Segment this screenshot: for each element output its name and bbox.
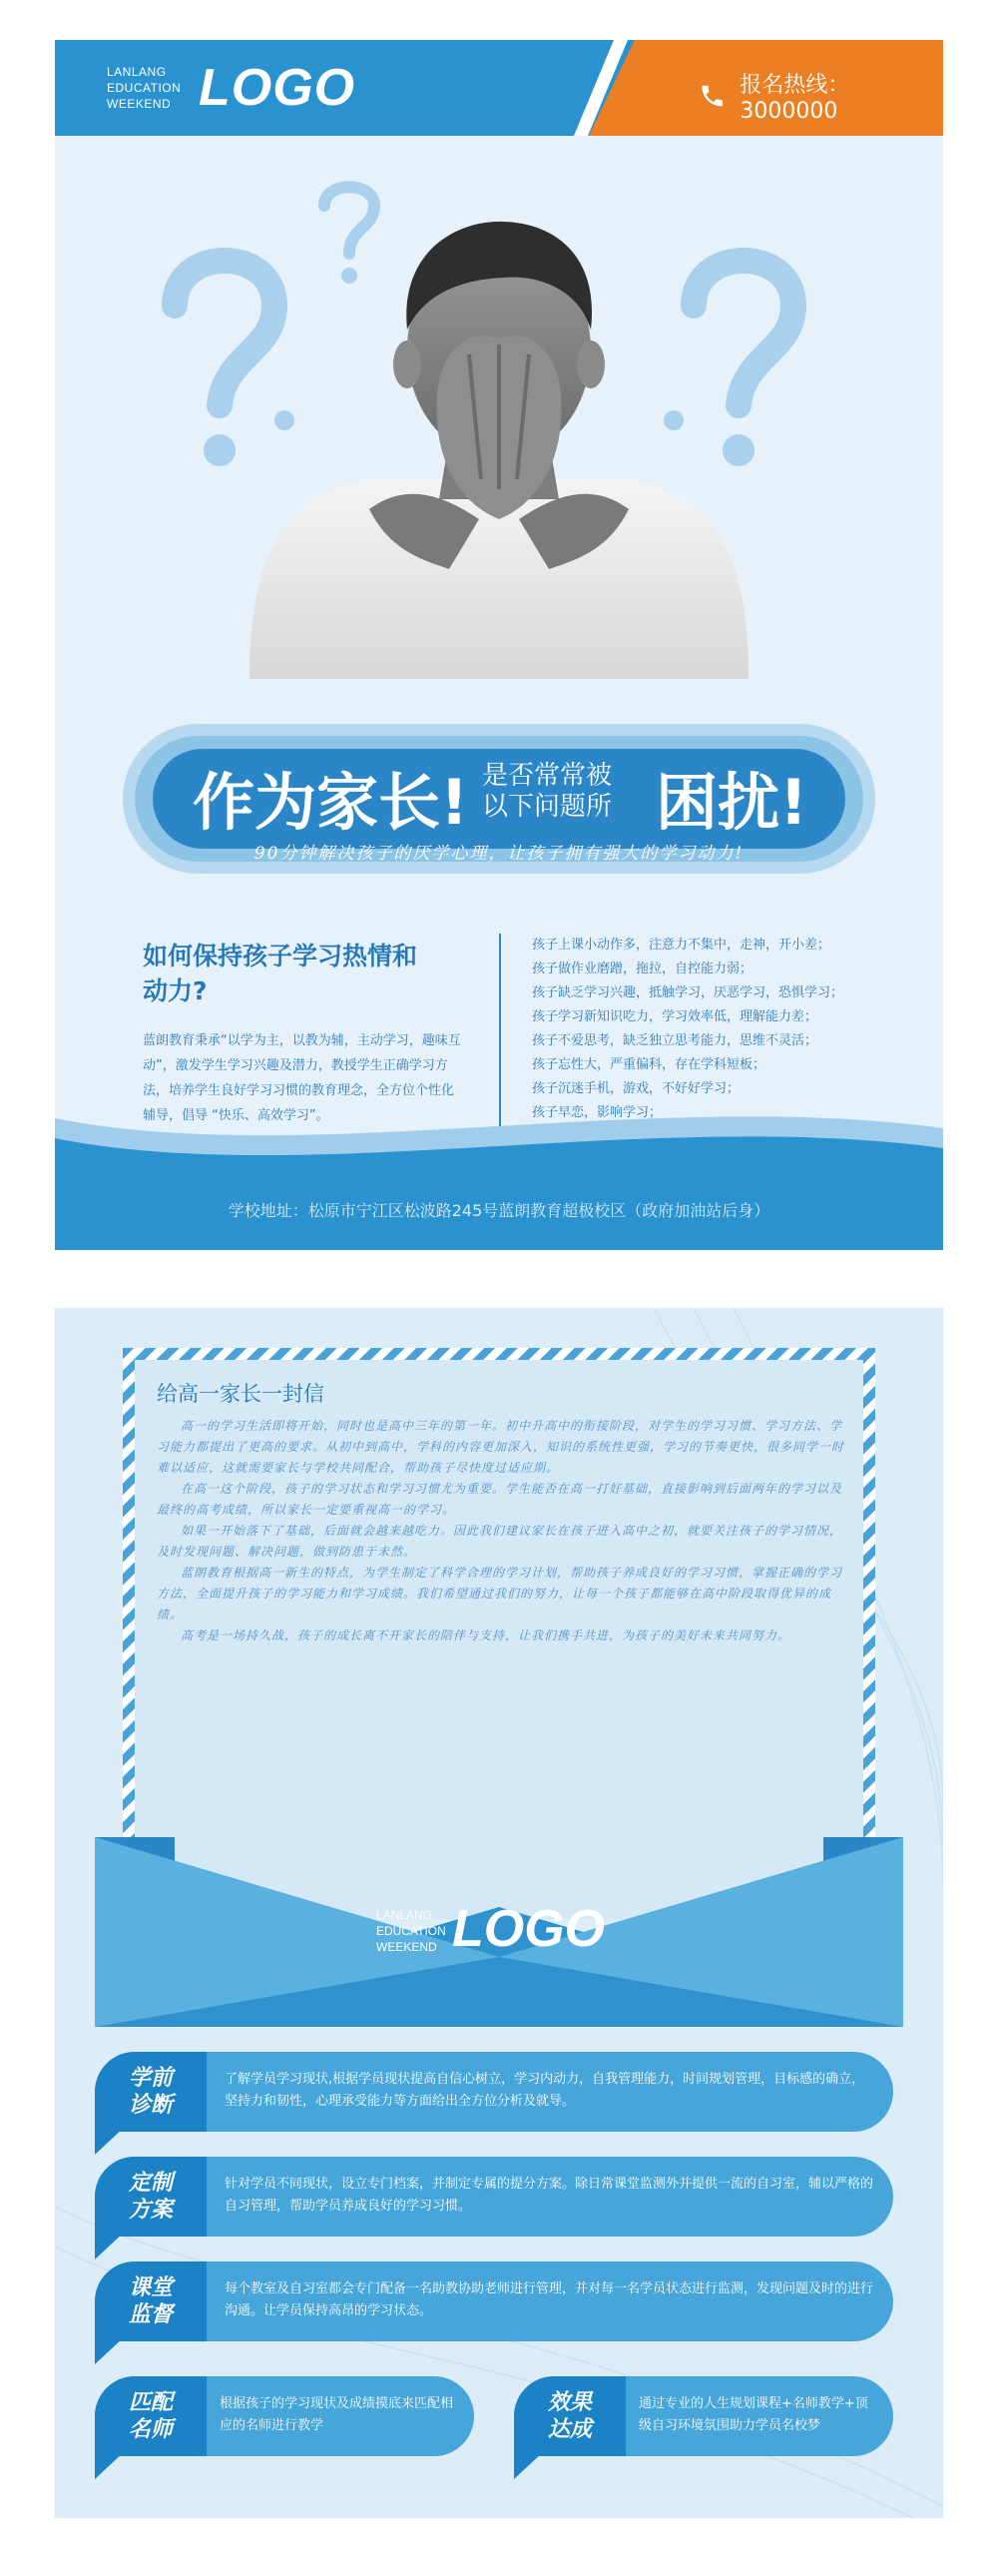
problem-item: 孩子沉迷手机，游戏，不好好学习； xyxy=(532,1081,741,1096)
service-description: 每个教室及自习室都会专门配备一名助教协助老师进行管理，并对每一名学员状态进行监测，发现问题及时的进行沟通。让学员保持高昂的学习状态。 xyxy=(225,2281,874,2318)
problem-item: 孩子不爱思考，缺乏独立思考能力，思维不灵活； xyxy=(532,1033,818,1048)
problem-item: 孩子做作业磨蹭，拖拉，自控能力弱； xyxy=(532,962,753,976)
worried-parent-illustration xyxy=(220,180,778,679)
section-title: 如何保持孩子学习热情和动力? xyxy=(143,942,418,1005)
letter-paragraph: 如果一开始落下了基础，后面就会越来越吃力。因此我们建议家长在孩子进入高中之初，就要关注孩子的学习情况，及时发现问题、解决问题，做到防患于未然。 xyxy=(157,1524,843,1559)
letter-paragraph: 高一的学习生活即将开始，同时也是高中三年的第一年。初中升高中的衔接阶段，对学生的学习习惯、学习方法、学习能力都提出了更高的要求。从初中到高中，学科的内容更加深入，知识的系统性更强，学习的节奏更快，很多同学一时难以适应，这就需要家长与学校共同配合，帮助孩子尽快度过适应期。 xyxy=(157,1419,845,1475)
problem-item: 孩子忘性大，严重偏科，存在学科短板； xyxy=(532,1057,766,1072)
brand-wordmark xyxy=(107,64,181,112)
letter-paragraph: 高考是一场持久战，孩子的成长离不开家长的陪伴与支持，让我们携手共进，为孩子的美好未来共同努力。 xyxy=(181,1628,791,1642)
brand-line-2: EDUCATION xyxy=(107,81,182,95)
school-address: 学校地址：松原市宁江区松波路245号蓝朗教育超极校区（政府加油站后身） xyxy=(228,1201,770,1220)
service-tag-line-2: 监督 xyxy=(128,2302,173,2327)
footer-wave xyxy=(55,1098,943,1250)
service-description: 针对学员不同现状，设立专门档案，并制定专属的提分方案。除日常课堂监测外并提供一流的自习室，辅以严格的自习管理，帮助学员养成良好的学习习惯。 xyxy=(225,2177,874,2214)
flyer-page-front xyxy=(55,40,943,1250)
letter-paragraph: 在高一这个阶段，孩子的学习状态和学习习惯尤为重要。学生能否在高一打好基础，直接影响到后面两年的学习以及最终的高考成绩，所以家长一定要重视高一的学习。 xyxy=(157,1482,843,1517)
phone-icon xyxy=(699,82,726,110)
envelope-brand-wordmark xyxy=(376,1907,446,1955)
letter-body xyxy=(157,1416,845,1646)
service-tag-line-2: 达成 xyxy=(547,2417,592,2442)
envelope-brand-line-1: LANLANG xyxy=(376,1908,433,1922)
service-tag-line-2: 方案 xyxy=(128,2198,173,2223)
hotline-text: 报名热线：3000000 xyxy=(740,73,850,124)
headline-question-line-1: 是否常常被 xyxy=(482,761,613,791)
flyer-page-back xyxy=(55,1308,943,2518)
envelope-logo: LOGO xyxy=(452,1900,606,1958)
brand-line-3: WEEKEND xyxy=(107,97,172,111)
problem-list xyxy=(532,934,921,1125)
headline-part-2: 困扰! xyxy=(656,766,808,839)
service-tag-line-1: 匹配 xyxy=(128,2390,173,2415)
service-description: 根据孩子的学习现状及成绩摸底来匹配相应的名师进行教学 xyxy=(220,2396,454,2433)
problem-item: 孩子上课小动作多，注意力不集中，走神，开小差； xyxy=(532,938,831,953)
service-tag-text xyxy=(95,2170,207,2224)
headline-question xyxy=(482,761,612,823)
service-tag-line-2: 名师 xyxy=(128,2417,173,2442)
service-tag-text xyxy=(95,2065,207,2119)
header-divider xyxy=(574,40,634,136)
envelope-brand-line-2: EDUCATION xyxy=(376,1924,446,1938)
headline-question-line-2: 以下问题所 xyxy=(482,792,613,822)
headline-part-1: 作为家长! xyxy=(193,766,469,839)
logo: LOGO xyxy=(199,59,356,117)
service-tag-line-2: 诊断 xyxy=(128,2093,173,2118)
envelope-brand-line-3: WEEKEND xyxy=(376,1940,437,1954)
service-tag-text xyxy=(95,2389,207,2443)
brand-line-1: LANLANG xyxy=(107,65,167,79)
letter-paragraph: 蓝朗教育根据高一新生的特点，为学生制定了科学合理的学习计划，帮助孩子养成良好的学习习惯，掌握正确的学习方法，全面提升孩子的学习能力和学习成绩。我们希望通过我们的努力，让每一个孩子都能够在高中阶段取得优异的成绩。 xyxy=(157,1566,843,1621)
problem-item: 孩子学习新知识吃力，学习效率低，理解能力差； xyxy=(532,1009,818,1024)
service-tag-line-1: 学前 xyxy=(128,2066,173,2091)
service-tag-line-1: 效果 xyxy=(547,2390,592,2415)
problem-item: 孩子缺乏学习兴趣，抵触学习，厌恶学习，恐惧学习； xyxy=(532,985,844,1000)
service-tag-text xyxy=(95,2274,207,2328)
service-tag-text xyxy=(514,2389,626,2443)
service-tag-line-1: 定制 xyxy=(128,2171,173,2196)
section-body: 蓝朗教育秉承“以学为主，以教为辅，主动学习，趣味互动”，激发学生学习兴趣及潜力，教授学生正确学习方法，培养学生良好学习习惯的教育理念，全方位个性化辅导，倡导 “快乐、高效学习”。 xyxy=(143,1033,461,1123)
service-tag-line-1: 课堂 xyxy=(128,2275,173,2300)
service-description: 了解学员学习现状,根据学员现状提高自信心树立，学习内动力，自我管理能力，时间规划管理，目标感的确立，坚持力和韧性，心理承受能力等方面给出全方位分析及就导。 xyxy=(225,2072,865,2109)
letter-title: 给高一家长一封信 xyxy=(157,1382,324,1406)
hotline[interactable] xyxy=(699,68,943,124)
problem-item: 孩子早恋，影响学习； xyxy=(532,1105,663,1120)
headline-slogan: 90分钟解决孩子的厌学心理，让孩子拥有强大的学习动力! xyxy=(253,844,745,864)
service-description: 通过专业的人生规划课程+名师教学+顶级自习环境氛围助力学员名校梦 xyxy=(639,2396,868,2433)
